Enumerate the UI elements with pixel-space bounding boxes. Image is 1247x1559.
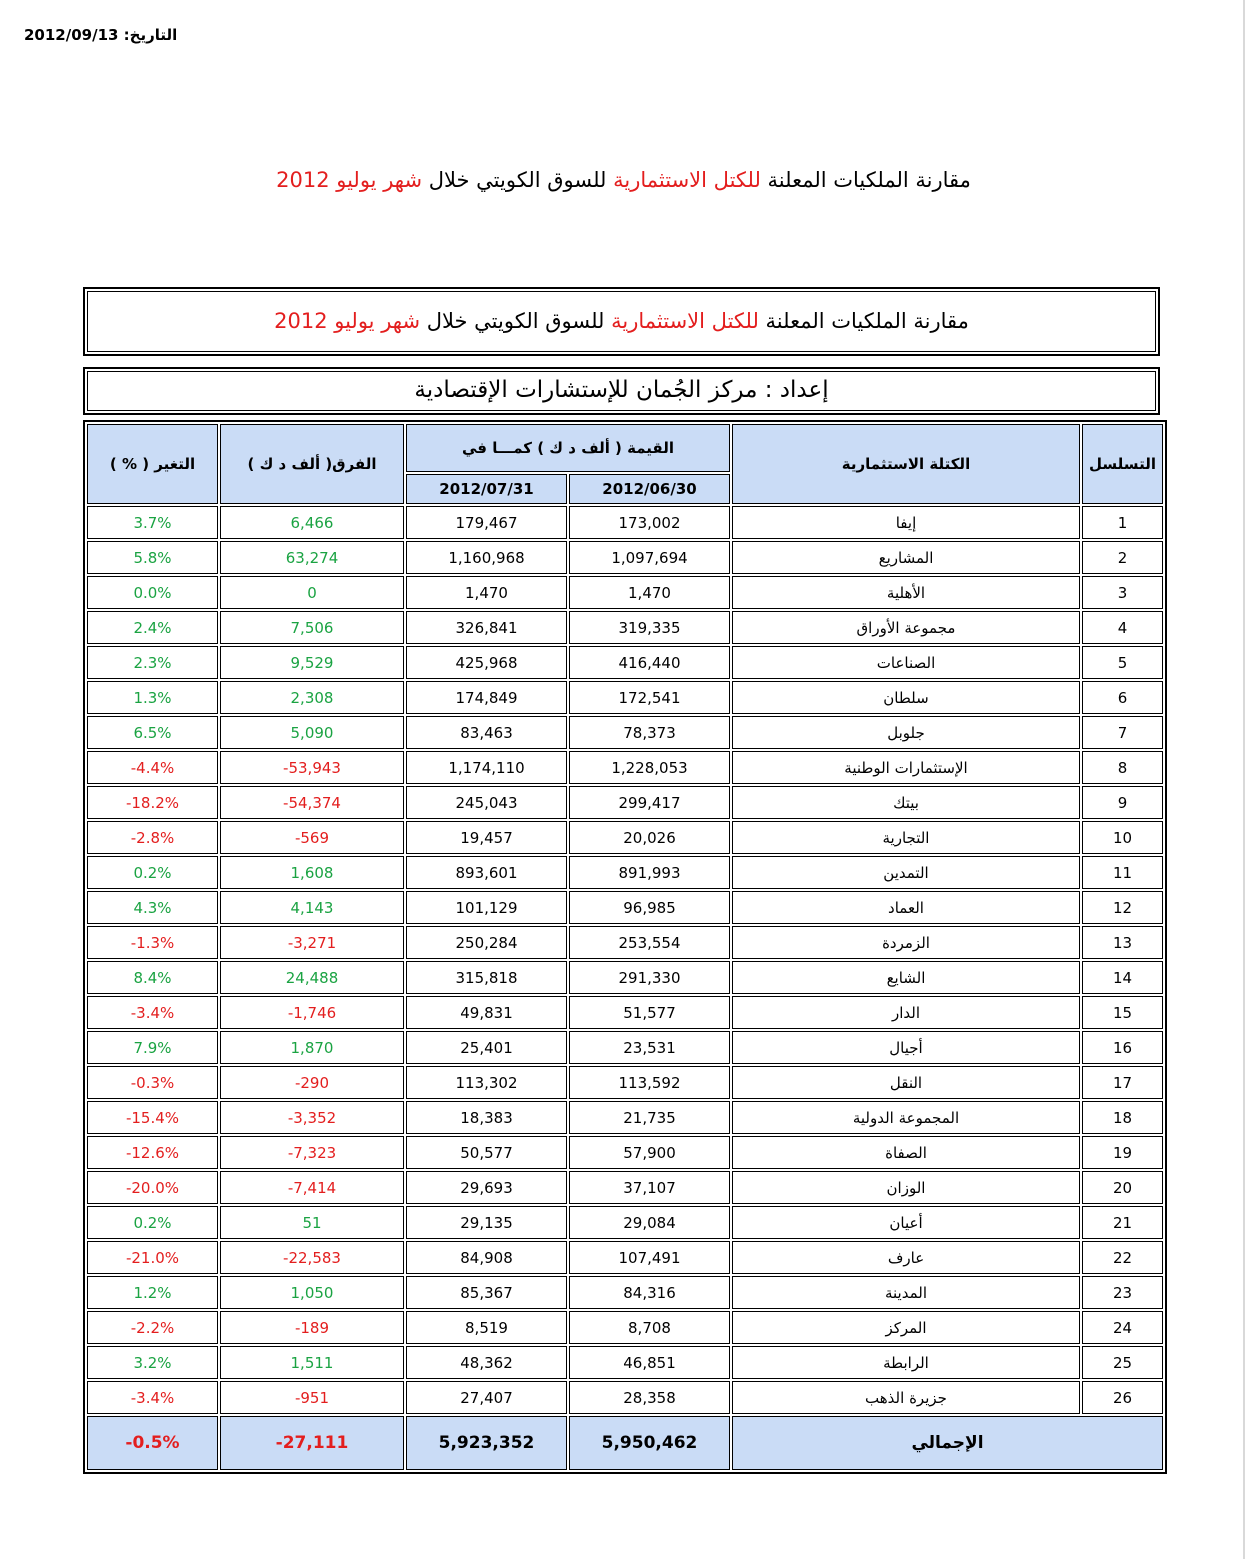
row-value-jul: 179,467 xyxy=(406,506,567,539)
row-value-jul: 1,174,110 xyxy=(406,751,567,784)
row-value-jun: 1,470 xyxy=(569,576,730,609)
row-change: -12.6% xyxy=(87,1136,218,1169)
row-change: -20.0% xyxy=(87,1171,218,1204)
row-value-jun: 57,900 xyxy=(569,1136,730,1169)
row-value-jun: 28,358 xyxy=(569,1381,730,1414)
row-entity-name: بيتك xyxy=(732,786,1080,819)
page-title xyxy=(0,168,1247,192)
row-value-jul: 315,818 xyxy=(406,961,567,994)
table-row xyxy=(87,821,1163,854)
row-diff: -290 xyxy=(220,1066,404,1099)
row-change: 7.9% xyxy=(87,1031,218,1064)
row-diff: 24,488 xyxy=(220,961,404,994)
title-part3: للسوق الكويتي خلال xyxy=(422,168,614,192)
table-row xyxy=(87,1206,1163,1239)
row-diff: 63,274 xyxy=(220,541,404,574)
row-value-jul: 19,457 xyxy=(406,821,567,854)
table-row xyxy=(87,681,1163,714)
row-value-jul: 18,383 xyxy=(406,1101,567,1134)
row-serial: 16 xyxy=(1082,1031,1163,1064)
header-date1: 2012/06/30 xyxy=(569,474,730,504)
row-entity-name: التمدين xyxy=(732,856,1080,889)
table-body xyxy=(87,506,1163,1414)
title-part1: مقارنة الملكيات المعلنة xyxy=(760,168,971,192)
row-serial: 25 xyxy=(1082,1346,1163,1379)
row-diff: -7,323 xyxy=(220,1136,404,1169)
row-serial: 22 xyxy=(1082,1241,1163,1274)
row-entity-name: الشايع xyxy=(732,961,1080,994)
prepared-by: إعداد : مركز الجُمان للإستشارات الإقتصادية xyxy=(414,377,829,403)
row-entity-name: الإستثمارات الوطنية xyxy=(732,751,1080,784)
row-diff: 2,308 xyxy=(220,681,404,714)
table-row xyxy=(87,786,1163,819)
total-change: -0.5% xyxy=(87,1416,218,1470)
row-value-jul: 29,693 xyxy=(406,1171,567,1204)
row-serial: 11 xyxy=(1082,856,1163,889)
row-change: -18.2% xyxy=(87,786,218,819)
page-right-border xyxy=(1243,0,1245,1559)
row-diff: -53,943 xyxy=(220,751,404,784)
row-diff: 9,529 xyxy=(220,646,404,679)
row-diff: 4,143 xyxy=(220,891,404,924)
row-value-jun: 172,541 xyxy=(569,681,730,714)
row-diff: -1,746 xyxy=(220,996,404,1029)
row-value-jul: 49,831 xyxy=(406,996,567,1029)
table-row xyxy=(87,926,1163,959)
row-value-jul: 84,908 xyxy=(406,1241,567,1274)
row-serial: 7 xyxy=(1082,716,1163,749)
row-change: 1.2% xyxy=(87,1276,218,1309)
row-entity-name: سلطان xyxy=(732,681,1080,714)
row-serial: 20 xyxy=(1082,1171,1163,1204)
table-title: مقارنة الملكيات المعلنة للكتل الاستثمارية للسوق الكويتي خلال شهر يوليو 2012 xyxy=(274,309,969,333)
table-row xyxy=(87,646,1163,679)
row-change: -0.3% xyxy=(87,1066,218,1099)
row-serial: 4 xyxy=(1082,611,1163,644)
row-entity-name: عارف xyxy=(732,1241,1080,1274)
row-value-jul: 50,577 xyxy=(406,1136,567,1169)
row-serial: 17 xyxy=(1082,1066,1163,1099)
row-serial: 21 xyxy=(1082,1206,1163,1239)
row-serial: 1 xyxy=(1082,506,1163,539)
row-entity-name: الوزان xyxy=(732,1171,1080,1204)
table-row xyxy=(87,541,1163,574)
row-entity-name: الصفاة xyxy=(732,1136,1080,1169)
row-value-jun: 21,735 xyxy=(569,1101,730,1134)
row-change: -2.2% xyxy=(87,1311,218,1344)
row-value-jun: 416,440 xyxy=(569,646,730,679)
row-change: 6.5% xyxy=(87,716,218,749)
row-entity-name: الدار xyxy=(732,996,1080,1029)
row-entity-name: أجيال xyxy=(732,1031,1080,1064)
table-row xyxy=(87,961,1163,994)
row-diff: 5,090 xyxy=(220,716,404,749)
row-diff: 1,511 xyxy=(220,1346,404,1379)
row-entity-name: جلوبل xyxy=(732,716,1080,749)
row-entity-name: المركز xyxy=(732,1311,1080,1344)
row-value-jun: 8,708 xyxy=(569,1311,730,1344)
row-value-jun: 23,531 xyxy=(569,1031,730,1064)
row-value-jun: 173,002 xyxy=(569,506,730,539)
row-entity-name: الصناعات xyxy=(732,646,1080,679)
row-value-jul: 1,470 xyxy=(406,576,567,609)
row-value-jun: 51,577 xyxy=(569,996,730,1029)
row-change: 4.3% xyxy=(87,891,218,924)
row-diff: 1,608 xyxy=(220,856,404,889)
row-value-jun: 1,097,694 xyxy=(569,541,730,574)
table-row xyxy=(87,891,1163,924)
row-value-jul: 85,367 xyxy=(406,1276,567,1309)
row-serial: 13 xyxy=(1082,926,1163,959)
table-row xyxy=(87,856,1163,889)
row-serial: 8 xyxy=(1082,751,1163,784)
row-value-jun: 96,985 xyxy=(569,891,730,924)
row-entity-name: أعيان xyxy=(732,1206,1080,1239)
row-change: 3.2% xyxy=(87,1346,218,1379)
row-diff: 1,050 xyxy=(220,1276,404,1309)
row-value-jun: 299,417 xyxy=(569,786,730,819)
row-value-jul: 101,129 xyxy=(406,891,567,924)
row-serial: 15 xyxy=(1082,996,1163,1029)
row-entity-name: الزمردة xyxy=(732,926,1080,959)
row-value-jun: 37,107 xyxy=(569,1171,730,1204)
row-diff: -22,583 xyxy=(220,1241,404,1274)
row-serial: 19 xyxy=(1082,1136,1163,1169)
total-value-jun: 5,950,462 xyxy=(569,1416,730,1470)
row-serial: 2 xyxy=(1082,541,1163,574)
header-value-group: القيمة ( ألف د ك ) كمـــا في xyxy=(406,424,730,472)
row-serial: 5 xyxy=(1082,646,1163,679)
row-value-jun: 113,592 xyxy=(569,1066,730,1099)
row-value-jun: 291,330 xyxy=(569,961,730,994)
row-value-jul: 83,463 xyxy=(406,716,567,749)
row-serial: 3 xyxy=(1082,576,1163,609)
table-row xyxy=(87,1101,1163,1134)
table-row xyxy=(87,996,1163,1029)
row-change: -1.3% xyxy=(87,926,218,959)
row-value-jul: 8,519 xyxy=(406,1311,567,1344)
table-row xyxy=(87,576,1163,609)
table-title-box xyxy=(83,287,1160,356)
row-change: -2.8% xyxy=(87,821,218,854)
row-serial: 14 xyxy=(1082,961,1163,994)
row-serial: 9 xyxy=(1082,786,1163,819)
row-change: -15.4% xyxy=(87,1101,218,1134)
total-label: الإجمالي xyxy=(732,1416,1163,1470)
row-diff: -951 xyxy=(220,1381,404,1414)
row-value-jul: 326,841 xyxy=(406,611,567,644)
row-entity-name: الرابطة xyxy=(732,1346,1080,1379)
total-diff: -27,111 xyxy=(220,1416,404,1470)
row-change: 5.8% xyxy=(87,541,218,574)
table-row xyxy=(87,506,1163,539)
row-diff: 0 xyxy=(220,576,404,609)
title-part2: للكتل الاستثمارية xyxy=(613,168,761,192)
row-value-jul: 174,849 xyxy=(406,681,567,714)
row-serial: 23 xyxy=(1082,1276,1163,1309)
total-row xyxy=(87,1416,1163,1470)
row-diff: 51 xyxy=(220,1206,404,1239)
prepared-by-box xyxy=(83,367,1160,415)
report-date: التاريخ: 2012/09/13 xyxy=(24,26,178,44)
table-row xyxy=(87,716,1163,749)
row-value-jul: 893,601 xyxy=(406,856,567,889)
row-diff: -3,271 xyxy=(220,926,404,959)
row-diff: -54,374 xyxy=(220,786,404,819)
row-change: 2.3% xyxy=(87,646,218,679)
row-diff: 7,506 xyxy=(220,611,404,644)
row-serial: 12 xyxy=(1082,891,1163,924)
row-serial: 6 xyxy=(1082,681,1163,714)
row-value-jul: 25,401 xyxy=(406,1031,567,1064)
header-serial: التسلسل xyxy=(1082,424,1163,504)
row-value-jun: 78,373 xyxy=(569,716,730,749)
row-change: 0.0% xyxy=(87,576,218,609)
row-entity-name: المشاريع xyxy=(732,541,1080,574)
table-row xyxy=(87,611,1163,644)
row-value-jul: 1,160,968 xyxy=(406,541,567,574)
row-entity-name: جزيرة الذهب xyxy=(732,1381,1080,1414)
row-value-jul: 48,362 xyxy=(406,1346,567,1379)
row-value-jun: 84,316 xyxy=(569,1276,730,1309)
row-entity-name: المدينة xyxy=(732,1276,1080,1309)
row-diff: -569 xyxy=(220,821,404,854)
row-entity-name: النقل xyxy=(732,1066,1080,1099)
header-entity: الكتلة الاستثمارية xyxy=(732,424,1080,504)
row-diff: -3,352 xyxy=(220,1101,404,1134)
row-change: 1.3% xyxy=(87,681,218,714)
row-value-jun: 46,851 xyxy=(569,1346,730,1379)
row-entity-name: مجموعة الأوراق xyxy=(732,611,1080,644)
header-change: التغير ( % ) xyxy=(87,424,218,504)
row-serial: 10 xyxy=(1082,821,1163,854)
row-entity-name: الأهلية xyxy=(732,576,1080,609)
row-entity-name: المجموعة الدولية xyxy=(732,1101,1080,1134)
row-serial: 24 xyxy=(1082,1311,1163,1344)
row-entity-name: العماد xyxy=(732,891,1080,924)
row-value-jun: 20,026 xyxy=(569,821,730,854)
total-value-jul: 5,923,352 xyxy=(406,1416,567,1470)
row-diff: -7,414 xyxy=(220,1171,404,1204)
row-diff: 6,466 xyxy=(220,506,404,539)
row-value-jun: 319,335 xyxy=(569,611,730,644)
title-part4: شهر يوليو 2012 xyxy=(276,168,423,192)
table-row xyxy=(87,1276,1163,1309)
ownership-table xyxy=(83,420,1167,1474)
row-value-jun: 107,491 xyxy=(569,1241,730,1274)
row-change: 8.4% xyxy=(87,961,218,994)
row-entity-name: إيفا xyxy=(732,506,1080,539)
table-row xyxy=(87,1136,1163,1169)
row-change: -21.0% xyxy=(87,1241,218,1274)
row-value-jul: 27,407 xyxy=(406,1381,567,1414)
row-value-jun: 253,554 xyxy=(569,926,730,959)
row-serial: 18 xyxy=(1082,1101,1163,1134)
row-value-jul: 29,135 xyxy=(406,1206,567,1239)
row-value-jun: 29,084 xyxy=(569,1206,730,1239)
table-row xyxy=(87,1171,1163,1204)
row-value-jun: 891,993 xyxy=(569,856,730,889)
row-value-jul: 113,302 xyxy=(406,1066,567,1099)
header-diff: الفرق( ألف د ك ) xyxy=(220,424,404,504)
table-row xyxy=(87,1066,1163,1099)
row-change: -4.4% xyxy=(87,751,218,784)
row-change: 3.7% xyxy=(87,506,218,539)
table-row xyxy=(87,1031,1163,1064)
row-value-jul: 250,284 xyxy=(406,926,567,959)
row-value-jul: 425,968 xyxy=(406,646,567,679)
row-entity-name: التجارية xyxy=(732,821,1080,854)
row-change: 2.4% xyxy=(87,611,218,644)
header-date2: 2012/07/31 xyxy=(406,474,567,504)
row-value-jun: 1,228,053 xyxy=(569,751,730,784)
row-change: -3.4% xyxy=(87,1381,218,1414)
row-diff: -189 xyxy=(220,1311,404,1344)
table-row xyxy=(87,751,1163,784)
row-change: 0.2% xyxy=(87,856,218,889)
row-serial: 26 xyxy=(1082,1381,1163,1414)
row-change: -3.4% xyxy=(87,996,218,1029)
row-change: 0.2% xyxy=(87,1206,218,1239)
table-row xyxy=(87,1346,1163,1379)
table-row xyxy=(87,1311,1163,1344)
row-value-jul: 245,043 xyxy=(406,786,567,819)
row-diff: 1,870 xyxy=(220,1031,404,1064)
table-row xyxy=(87,1381,1163,1414)
table-row xyxy=(87,1241,1163,1274)
